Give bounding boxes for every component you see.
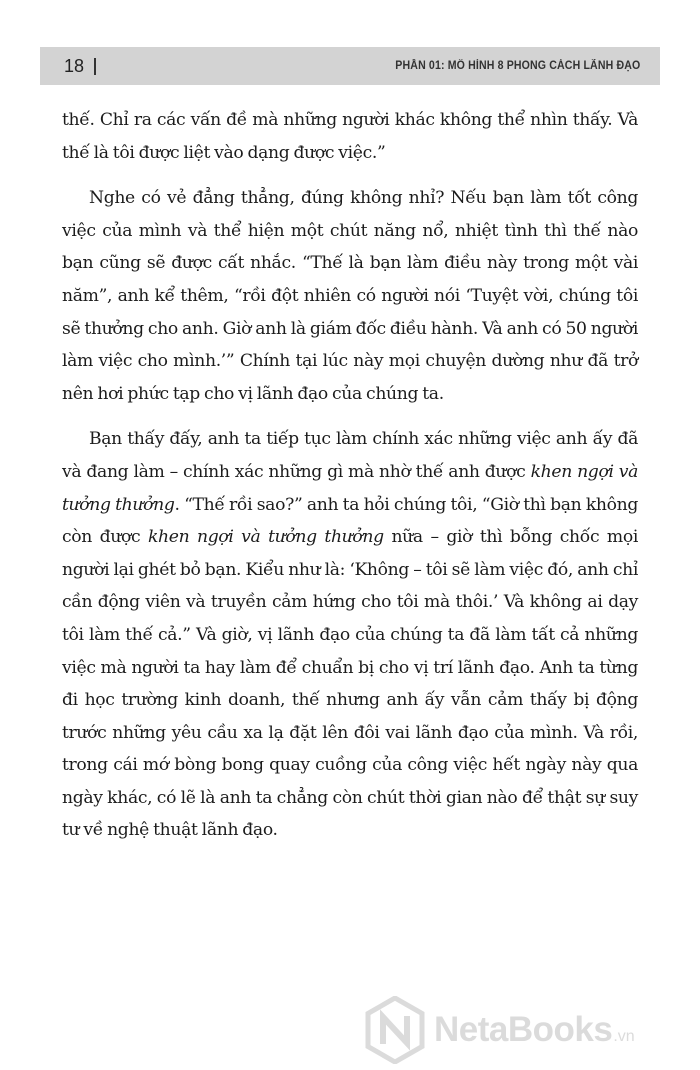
page-number-text: 18 xyxy=(64,55,85,76)
paragraph-1 xyxy=(62,104,638,169)
paragraph-2 xyxy=(62,182,638,410)
italic-phrase: khen ngợi và tưởng thưởng xyxy=(147,527,384,548)
page-number xyxy=(64,56,96,77)
watermark-domain-suffix: .vn xyxy=(613,1028,635,1045)
paragraph-text: thế. Chỉ ra các vấn đề mà những người khác không thể nhìn thấy. Và thế là tôi được liệt vào dạng được việc.” xyxy=(62,110,638,163)
watermark-brand xyxy=(434,1010,635,1050)
italic-phrase: khen ngợi và tưởng thưởng xyxy=(62,461,638,515)
header-divider xyxy=(94,58,96,75)
netabooks-watermark xyxy=(364,990,635,1070)
chapter-title: PHẦN 01: MÔ HÌNH 8 PHONG CÁCH LÃNH ĐẠO xyxy=(394,60,640,72)
netabooks-logo-icon xyxy=(364,996,426,1064)
paragraph-text: Nghe có vẻ đẳng thẳng, đúng không nhỉ? Nếu bạn làm tốt công việc của mình và thể hiện một chút năng nổ, nhiệt tình thì thế nào bạn cũng sẽ được cất nhắc. “Thế là bạn làm điều này trong một vài năm”, anh kể thêm, “rồi đột nhiên có người nói ‘Tuyệt vời, chúng tôi sẽ thưởng cho anh. Giờ anh là giám đốc điều hành. Và anh có 50 người làm việc cho mình.’” Chính tại lúc này mọi chuyện dường như đã trở nên hơi phức tạp cho vị lãnh đạo của chúng ta. xyxy=(62,188,638,404)
watermark-brand-name: NetaBooks xyxy=(434,1010,613,1049)
page-body xyxy=(62,104,638,847)
paragraph-3 xyxy=(62,423,638,847)
running-header xyxy=(40,47,660,85)
paragraph-text: Bạn thấy đấy, anh ta tiếp tục làm chính xác những việc anh ấy đã và đang làm – chính xác những gì mà nhờ thế anh được xyxy=(62,429,638,482)
paragraph-text: . “Thế rồi sao?” anh ta hỏi chúng tôi, “Giờ thì bạn không còn được xyxy=(62,494,639,548)
paragraph-text: nữa – giờ thì bỗng chốc mọi người lại ghét bỏ bạn. Kiểu như là: ‘Không – tôi sẽ làm việc đó, anh chỉ cần động viên và truyền cảm hứng cho tôi mà thôi.’ Và không ai dạy tôi làm thế cả.” Và giờ, vị lãnh đạo của chúng ta đã làm tất cả những việc mà người ta hay làm để chuẩn bị cho vị trí lãnh đạo. Anh ta từng đi học trường kinh doanh, thế nhưng anh ấy vẫn cảm thấy bị động trước những yêu cầu xa lạ đặt lên đôi vai lãnh đạo của mình. Và rồi, trong cái mớ bòng bong quay cuồng của công việc hết ngày này qua ngày khác, có lẽ là anh ta chẳng còn chút thời gian nào để thật sự suy tư về nghệ thuật lãnh đạo. xyxy=(62,527,638,841)
